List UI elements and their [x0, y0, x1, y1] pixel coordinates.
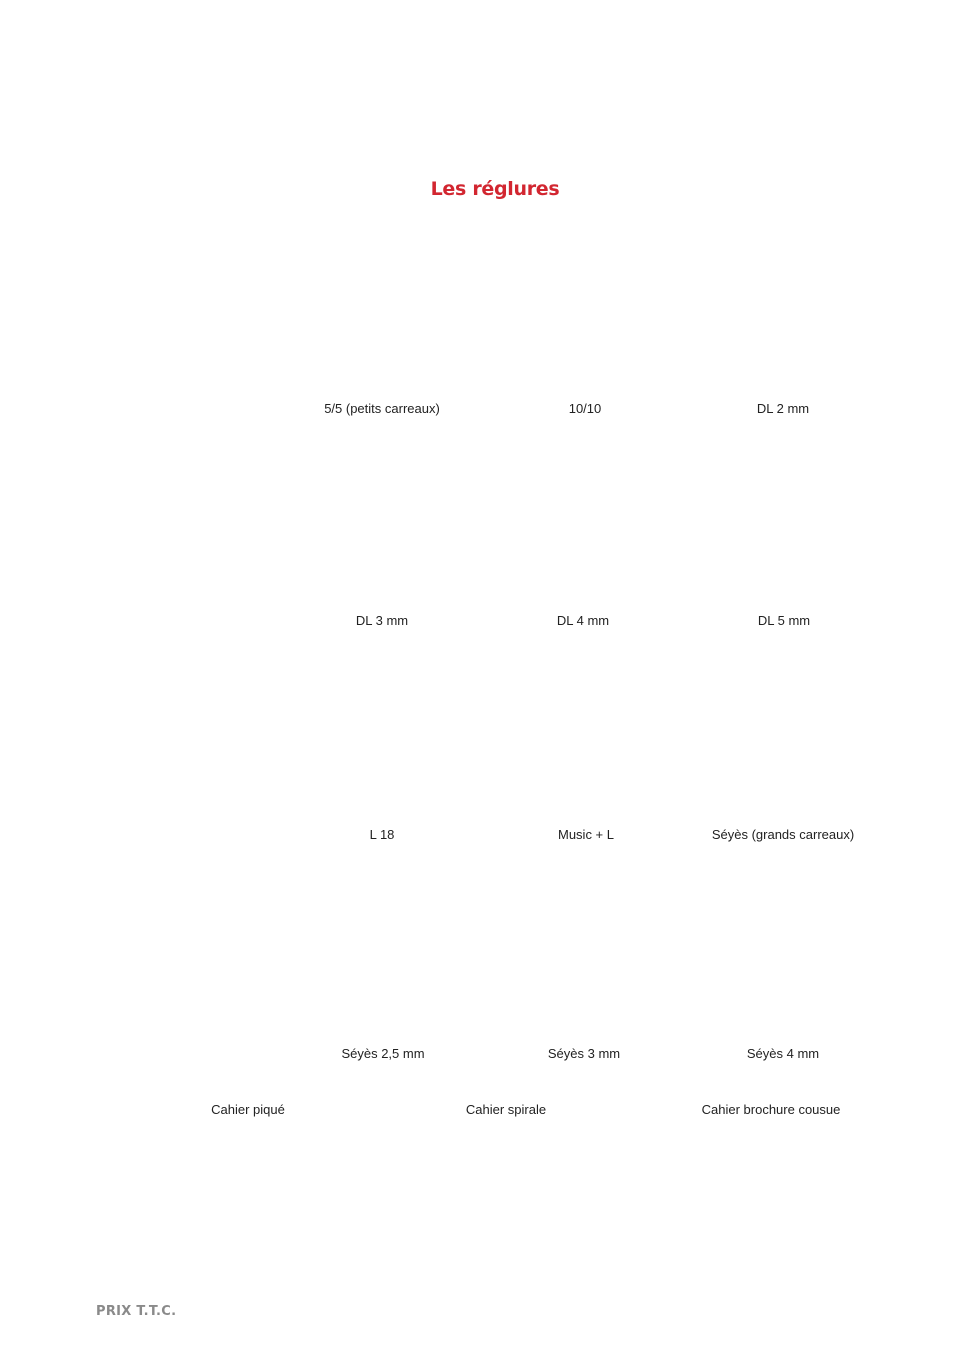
- ruling-label-10-10: 10/10: [568, 401, 602, 416]
- binding-label-brochure-cousue: Cahier brochure cousue: [701, 1102, 841, 1117]
- ruling-label-dl-2mm: DL 2 mm: [756, 401, 810, 416]
- ruling-label-seyes-4mm: Séyès 4 mm: [746, 1046, 820, 1061]
- ruling-label-music-l: Music + L: [558, 827, 614, 842]
- page-title: [400, 178, 590, 200]
- ruling-label-l18: L 18: [369, 827, 395, 842]
- page-title-text: Les réglures: [430, 178, 560, 200]
- binding-label-pique: Cahier piqué: [211, 1102, 285, 1117]
- ruling-label-seyes-2-5mm: Séyès 2,5 mm: [341, 1046, 425, 1061]
- ruling-label-dl-4mm: DL 4 mm: [556, 613, 610, 628]
- ruling-label-seyes-grands-carreaux: Séyès (grands carreaux): [711, 827, 855, 842]
- ruling-label-dl-3mm: DL 3 mm: [355, 613, 409, 628]
- ruling-label-dl-5mm: DL 5 mm: [757, 613, 811, 628]
- binding-label-spirale: Cahier spirale: [465, 1102, 547, 1117]
- ruling-label-5-5: 5/5 (petits carreaux): [324, 401, 440, 416]
- ruling-label-seyes-3mm: Séyès 3 mm: [547, 1046, 621, 1061]
- footer-price-note: PRIX T.T.C.: [96, 1304, 177, 1319]
